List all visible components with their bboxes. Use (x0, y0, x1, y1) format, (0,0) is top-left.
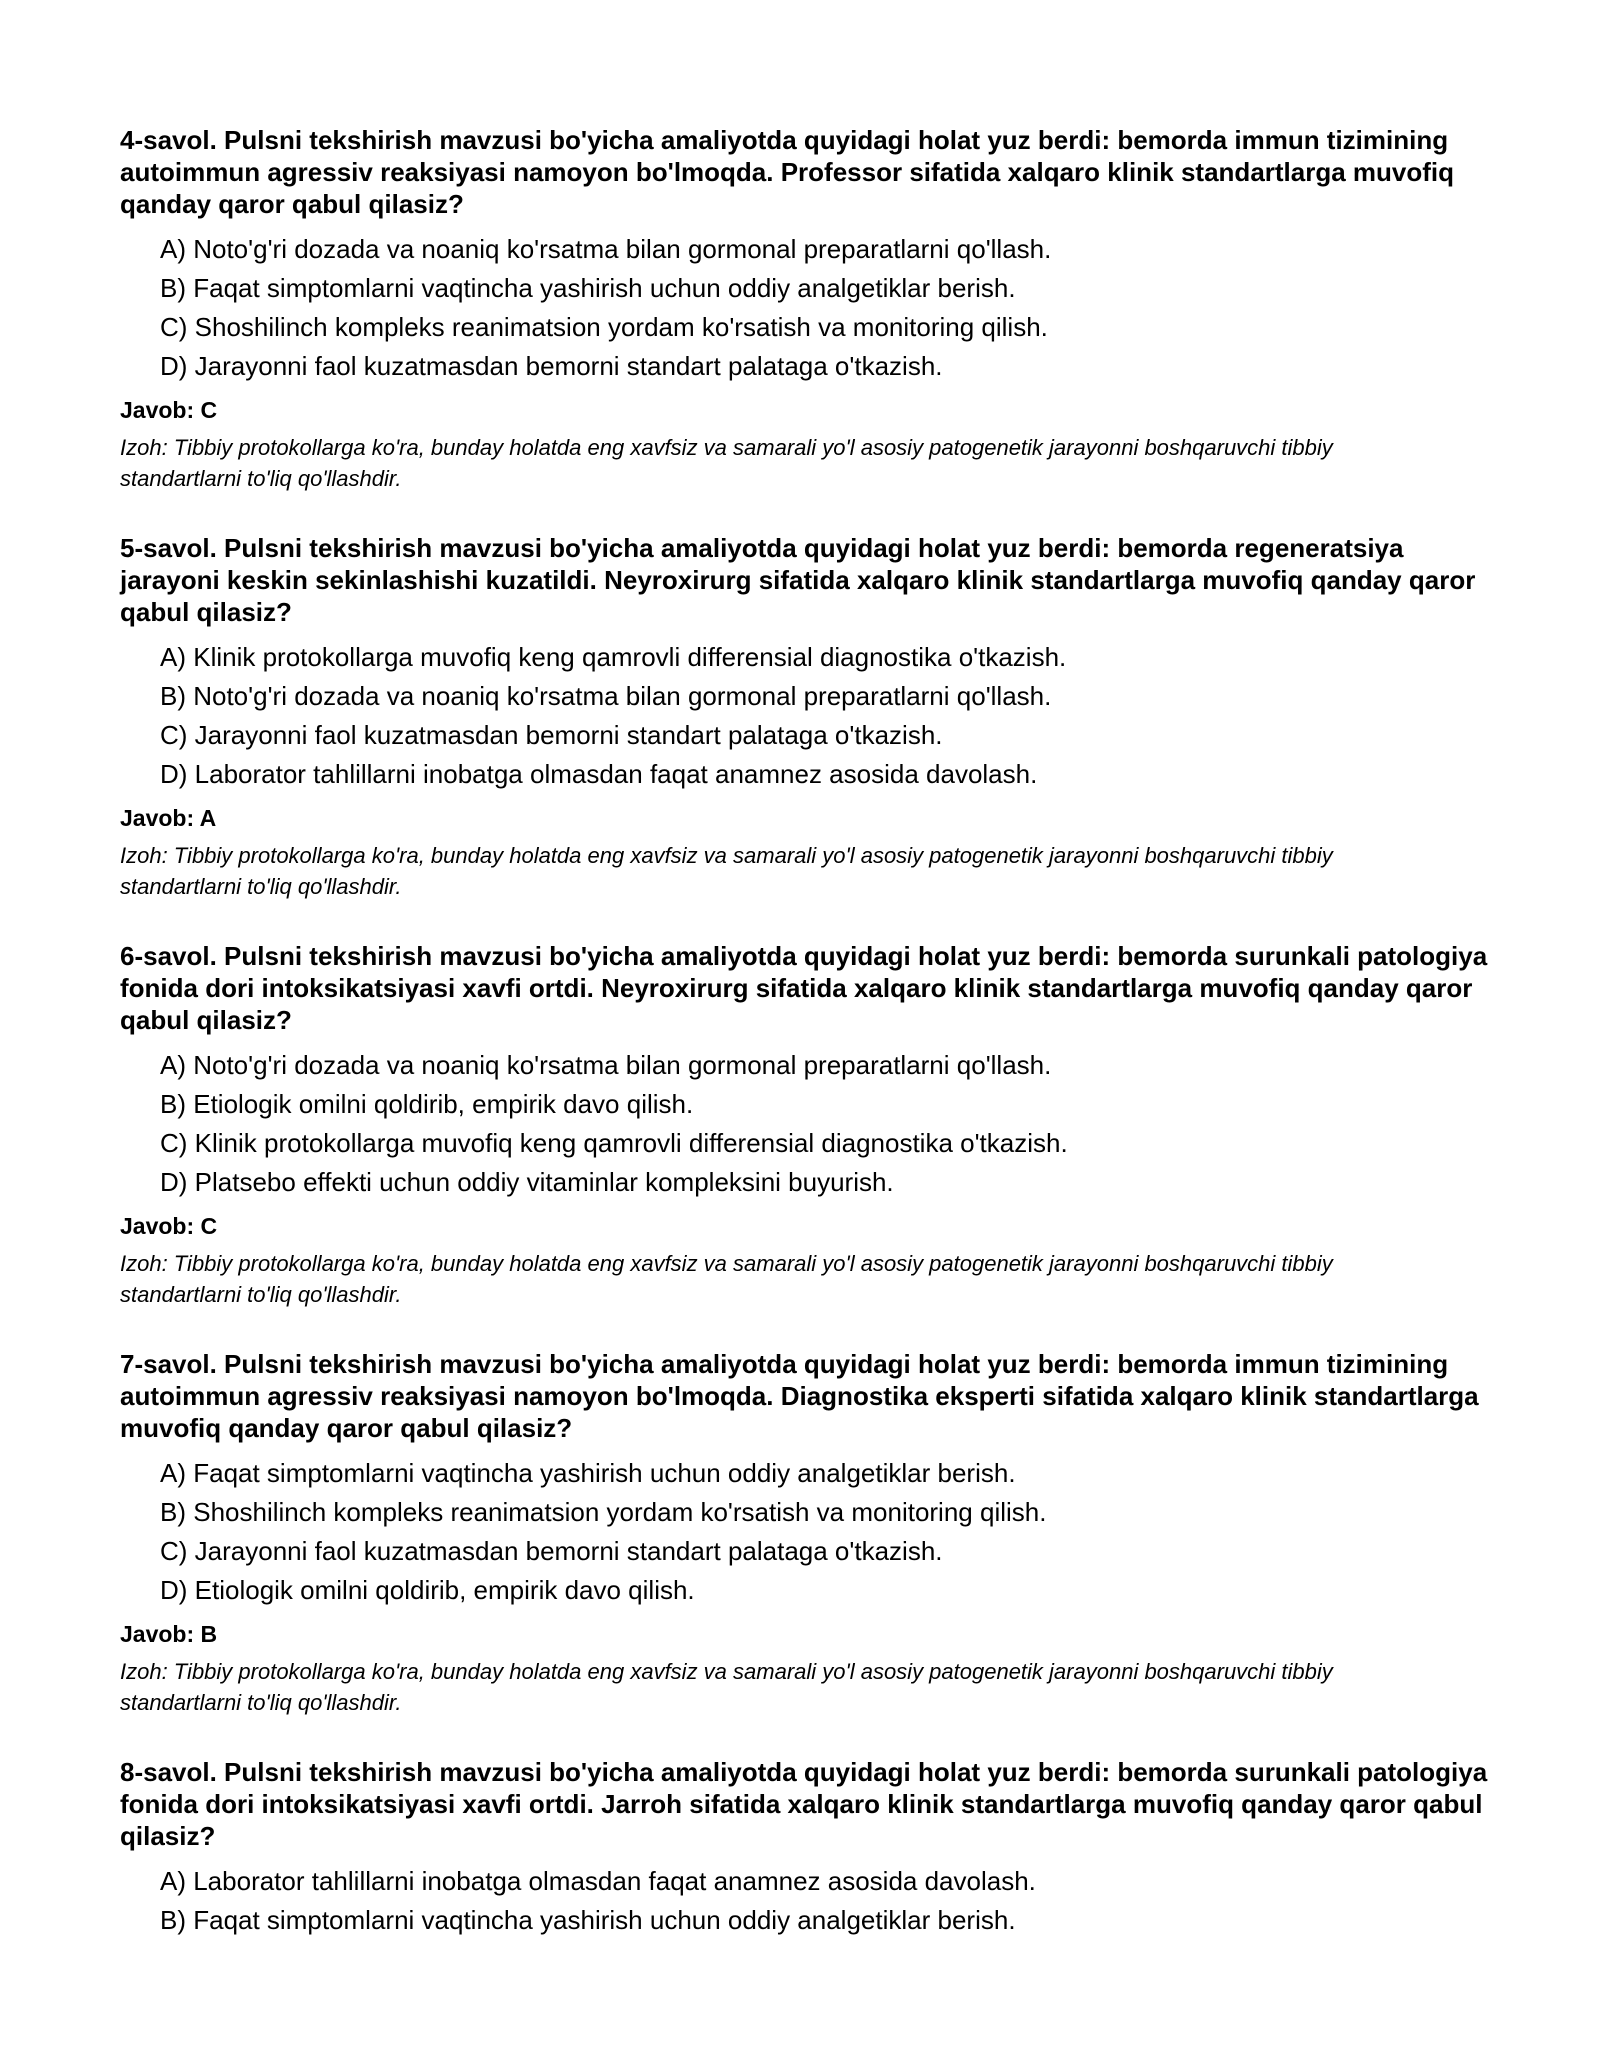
explanation-note: Izoh: Tibbiy protokollarga ko'ra, bunday holatda eng xavfsiz va samarali yo'l asosiy patogenetik jarayonni boshqaruvchi tibbiy standartlarni to'liq qo'llashdir. (120, 843, 1333, 899)
option-c: C) Jarayonni faol kuzatmasdan bemorni standart palataga o'tkazish. (160, 720, 943, 750)
option-d: D) Jarayonni faol kuzatmasdan bemorni standart palataga o'tkazish. (160, 351, 943, 381)
option-d: D) Platsebo effekti uchun oddiy vitaminlar kompleksini buyurish. (160, 1167, 894, 1197)
question-title: 7-savol. Pulsni tekshirish mavzusi bo'yicha amaliyotda quyidagi holat yuz berdi: bemorda immun tizimining autoimmun agressiv reaksiyasi namoyon bo'lmoqda. Diagnostika eksperti sifatida xalqaro klinik standartlarga muvofiq qanday qaror qabul qilasiz? (120, 1349, 1479, 1443)
option-a: A) Faqat simptomlarni vaqtincha yashirish uchun oddiy analgetiklar berish. (160, 1458, 1016, 1488)
options-list (120, 1454, 1500, 1610)
document-page (120, 124, 1500, 1978)
option-b: B) Faqat simptomlarni vaqtincha yashirish uchun oddiy analgetiklar berish. (160, 273, 1016, 303)
question-title: 6-savol. Pulsni tekshirish mavzusi bo'yicha amaliyotda quyidagi holat yuz berdi: bemorda surunkali patologiya fonida dori intoksikatsiyasi xavfi ortdi. Neyroxirurg sifatida xalqaro klinik standartlarga muvofiq qanday qaror qabul qilasiz? (120, 941, 1488, 1035)
question-5 (120, 532, 1500, 902)
option-c: C) Klinik protokollarga muvofiq keng qamrovli differensial diagnostika o'tkazish. (160, 1128, 1068, 1158)
options-list (120, 230, 1500, 386)
answer: Javob: C (120, 397, 218, 423)
question-4 (120, 124, 1500, 494)
answer: Javob: C (120, 1213, 218, 1239)
question-7 (120, 1348, 1500, 1718)
explanation-note: Izoh: Tibbiy protokollarga ko'ra, bunday holatda eng xavfsiz va samarali yo'l asosiy patogenetik jarayonni boshqaruvchi tibbiy standartlarni to'liq qo'llashdir. (120, 435, 1333, 491)
answer: Javob: A (120, 805, 217, 831)
explanation-note: Izoh: Tibbiy protokollarga ko'ra, bunday holatda eng xavfsiz va samarali yo'l asosiy patogenetik jarayonni boshqaruvchi tibbiy standartlarni to'liq qo'llashdir. (120, 1251, 1333, 1307)
option-a: A) Noto'g'ri dozada va noaniq ko'rsatma bilan gormonal preparatlarni qo'llash. (160, 234, 1052, 264)
question-title: 4-savol. Pulsni tekshirish mavzusi bo'yicha amaliyotda quyidagi holat yuz berdi: bemorda immun tizimining autoimmun agressiv reaksiyasi namoyon bo'lmoqda. Professor sifatida xalqaro klinik standartlarga muvofiq qanday qaror qabul qilasiz? (120, 125, 1455, 219)
option-a: A) Laborator tahlillarni inobatga olmasdan faqat anamnez asosida davolash. (160, 1866, 1036, 1896)
answer: Javob: B (120, 1621, 218, 1647)
explanation-note: Izoh: Tibbiy protokollarga ko'ra, bunday holatda eng xavfsiz va samarali yo'l asosiy patogenetik jarayonni boshqaruvchi tibbiy standartlarni to'liq qo'llashdir. (120, 1659, 1333, 1715)
options-list (120, 638, 1500, 794)
question-6 (120, 940, 1500, 1310)
option-c: C) Shoshilinch kompleks reanimatsion yordam ko'rsatish va monitoring qilish. (160, 312, 1048, 342)
option-a: A) Noto'g'ri dozada va noaniq ko'rsatma bilan gormonal preparatlarni qo'llash. (160, 1050, 1052, 1080)
option-d: D) Etiologik omilni qoldirib, empirik davo qilish. (160, 1575, 695, 1605)
option-b: B) Etiologik omilni qoldirib, empirik davo qilish. (160, 1089, 694, 1119)
option-b: B) Shoshilinch kompleks reanimatsion yordam ko'rsatish va monitoring qilish. (160, 1497, 1047, 1527)
question-8 (120, 1756, 1500, 1940)
option-b: B) Faqat simptomlarni vaqtincha yashirish uchun oddiy analgetiklar berish. (160, 1905, 1016, 1935)
option-a: A) Klinik protokollarga muvofiq keng qamrovli differensial diagnostika o'tkazish. (160, 642, 1067, 672)
option-c: C) Jarayonni faol kuzatmasdan bemorni standart palataga o'tkazish. (160, 1536, 943, 1566)
options-list (120, 1046, 1500, 1202)
options-list (120, 1862, 1500, 1940)
option-d: D) Laborator tahlillarni inobatga olmasdan faqat anamnez asosida davolash. (160, 759, 1038, 789)
question-title: 5-savol. Pulsni tekshirish mavzusi bo'yicha amaliyotda quyidagi holat yuz berdi: bemorda regeneratsiya jarayoni keskin sekinlashishi kuzatildi. Neyroxirurg sifatida xalqaro klinik standartlarga muvofiq qanday qaror qabul qilasiz? (120, 533, 1476, 627)
option-b: B) Noto'g'ri dozada va noaniq ko'rsatma bilan gormonal preparatlarni qo'llash. (160, 681, 1052, 711)
question-title: 8-savol. Pulsni tekshirish mavzusi bo'yicha amaliyotda quyidagi holat yuz berdi: bemorda surunkali patologiya fonida dori intoksikatsiyasi xavfi ortdi. Jarroh sifatida xalqaro klinik standartlarga muvofiq qanday qaror qabul qilasiz? (120, 1757, 1488, 1851)
